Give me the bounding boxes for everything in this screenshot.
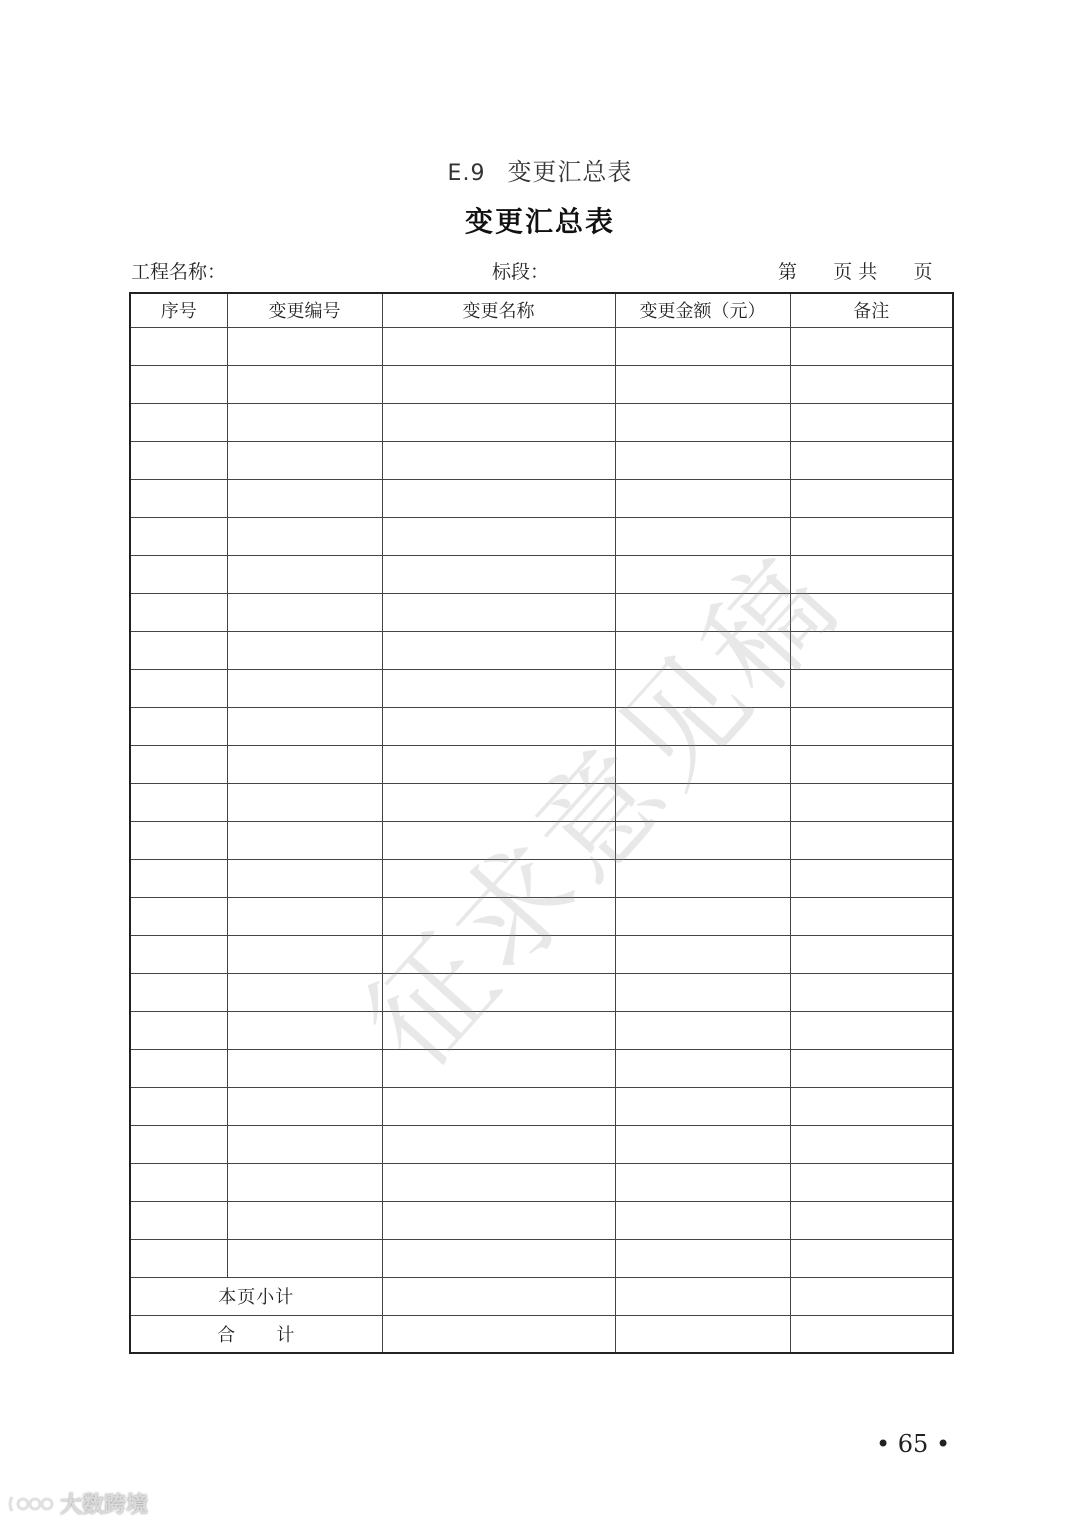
cell-change-amount[interactable] bbox=[615, 1049, 790, 1087]
cell-change-name[interactable] bbox=[382, 517, 615, 555]
cell-index[interactable] bbox=[130, 517, 227, 555]
cell-change-number[interactable] bbox=[227, 973, 382, 1011]
cell-remarks[interactable] bbox=[790, 707, 953, 745]
cell-remarks[interactable] bbox=[790, 517, 953, 555]
table-row bbox=[130, 745, 953, 783]
cell-change-number[interactable] bbox=[227, 897, 382, 935]
cell-change-amount[interactable] bbox=[615, 1011, 790, 1049]
cell-remarks[interactable] bbox=[790, 859, 953, 897]
cell-change-name[interactable] bbox=[382, 1163, 615, 1201]
cell-change-number[interactable] bbox=[227, 555, 382, 593]
total-amount-cell[interactable] bbox=[615, 1315, 790, 1353]
table-row bbox=[130, 517, 953, 555]
cell-index[interactable] bbox=[130, 327, 227, 365]
cell-change-name[interactable] bbox=[382, 1049, 615, 1087]
section-heading bbox=[0, 152, 1080, 187]
table-header-row bbox=[130, 293, 953, 327]
cell-remarks[interactable] bbox=[790, 365, 953, 403]
cell-change-amount[interactable] bbox=[615, 365, 790, 403]
cell-change-number[interactable] bbox=[227, 479, 382, 517]
section-title: 变更汇总表 bbox=[507, 158, 633, 186]
table-row bbox=[130, 1087, 953, 1125]
total-label: 合 计 bbox=[130, 1315, 382, 1353]
page-number: • 65 • bbox=[876, 1430, 951, 1458]
table-row bbox=[130, 707, 953, 745]
cell-change-name[interactable] bbox=[382, 327, 615, 365]
table-row bbox=[130, 973, 953, 1011]
cell-change-name[interactable] bbox=[382, 1239, 615, 1277]
change-summary-table bbox=[129, 292, 954, 1354]
total-remarks-cell[interactable] bbox=[790, 1315, 953, 1353]
cell-change-name[interactable] bbox=[382, 1125, 615, 1163]
table-row bbox=[130, 327, 953, 365]
cell-remarks[interactable] bbox=[790, 1087, 953, 1125]
cell-remarks[interactable] bbox=[790, 1201, 953, 1239]
subtotal-amount-cell[interactable] bbox=[615, 1277, 790, 1315]
cell-index[interactable] bbox=[130, 935, 227, 973]
cell-change-number[interactable] bbox=[227, 859, 382, 897]
cell-change-number[interactable] bbox=[227, 935, 382, 973]
table-row bbox=[130, 441, 953, 479]
cell-change-amount[interactable] bbox=[615, 669, 790, 707]
subtotal-row bbox=[130, 1277, 953, 1315]
table-row bbox=[130, 935, 953, 973]
section-number: E.9 bbox=[447, 161, 486, 186]
cell-change-number[interactable] bbox=[227, 1239, 382, 1277]
table-row bbox=[130, 555, 953, 593]
cell-index[interactable] bbox=[130, 1049, 227, 1087]
cell-remarks[interactable] bbox=[790, 327, 953, 365]
brand-name: 大数跨境 bbox=[60, 1493, 149, 1518]
cell-change-number[interactable] bbox=[227, 365, 382, 403]
cell-change-name[interactable] bbox=[382, 821, 615, 859]
cell-change-name[interactable] bbox=[382, 555, 615, 593]
cell-change-amount[interactable] bbox=[615, 327, 790, 365]
cell-change-amount[interactable] bbox=[615, 783, 790, 821]
column-header-index: 序号 bbox=[130, 293, 227, 327]
cell-index[interactable] bbox=[130, 555, 227, 593]
cell-change-number[interactable] bbox=[227, 745, 382, 783]
cell-change-amount[interactable] bbox=[615, 897, 790, 935]
cell-index[interactable] bbox=[130, 403, 227, 441]
cell-index[interactable] bbox=[130, 1125, 227, 1163]
cell-change-name[interactable] bbox=[382, 897, 615, 935]
table-body bbox=[130, 327, 953, 1277]
section-label: 标段： bbox=[492, 261, 550, 283]
cell-index[interactable] bbox=[130, 441, 227, 479]
cell-change-amount[interactable] bbox=[615, 631, 790, 669]
table-row bbox=[130, 403, 953, 441]
brand-logo bbox=[8, 1488, 148, 1519]
table-row bbox=[130, 1201, 953, 1239]
cell-remarks[interactable] bbox=[790, 1163, 953, 1201]
cell-index[interactable] bbox=[130, 859, 227, 897]
cell-change-name[interactable] bbox=[382, 631, 615, 669]
cell-index[interactable] bbox=[130, 1011, 227, 1049]
cell-change-name[interactable] bbox=[382, 1011, 615, 1049]
cell-index[interactable] bbox=[130, 631, 227, 669]
cell-change-number[interactable] bbox=[227, 1125, 382, 1163]
cell-change-number[interactable] bbox=[227, 1163, 382, 1201]
page-count-label: 第 页 共 页 bbox=[778, 261, 933, 283]
table-row bbox=[130, 479, 953, 517]
cell-remarks[interactable] bbox=[790, 897, 953, 935]
table-row bbox=[130, 669, 953, 707]
table-row bbox=[130, 783, 953, 821]
subtotal-label: 本页小计 bbox=[130, 1277, 382, 1315]
cell-index[interactable] bbox=[130, 783, 227, 821]
cell-change-number[interactable] bbox=[227, 821, 382, 859]
table-row bbox=[130, 897, 953, 935]
cell-change-name[interactable] bbox=[382, 1087, 615, 1125]
cell-remarks[interactable] bbox=[790, 479, 953, 517]
cell-change-name[interactable] bbox=[382, 859, 615, 897]
cell-change-name[interactable] bbox=[382, 935, 615, 973]
cell-remarks[interactable] bbox=[790, 631, 953, 669]
cell-change-name[interactable] bbox=[382, 365, 615, 403]
cell-remarks[interactable] bbox=[790, 783, 953, 821]
table-row bbox=[130, 365, 953, 403]
cell-change-amount[interactable] bbox=[615, 1163, 790, 1201]
column-header-change-name: 变更名称 bbox=[382, 293, 615, 327]
cell-change-amount[interactable] bbox=[615, 1125, 790, 1163]
table-row bbox=[130, 593, 953, 631]
cell-change-amount[interactable] bbox=[615, 821, 790, 859]
table-row bbox=[130, 821, 953, 859]
document-title: 变更汇总表 bbox=[464, 205, 615, 238]
cell-index[interactable] bbox=[130, 897, 227, 935]
cell-index[interactable] bbox=[130, 1239, 227, 1277]
cell-change-amount[interactable] bbox=[615, 935, 790, 973]
cell-remarks[interactable] bbox=[790, 555, 953, 593]
cell-remarks[interactable] bbox=[790, 935, 953, 973]
cell-remarks[interactable] bbox=[790, 1011, 953, 1049]
cell-change-name[interactable] bbox=[382, 973, 615, 1011]
table-row bbox=[130, 1239, 953, 1277]
column-header-change-amount: 变更金额（元） bbox=[615, 293, 790, 327]
cell-change-amount[interactable] bbox=[615, 479, 790, 517]
cell-remarks[interactable] bbox=[790, 593, 953, 631]
cell-index[interactable] bbox=[130, 1087, 227, 1125]
table-row bbox=[130, 1049, 953, 1087]
subtotal-change-name-cell[interactable] bbox=[382, 1277, 615, 1315]
cell-remarks[interactable] bbox=[790, 1125, 953, 1163]
cell-change-number[interactable] bbox=[227, 403, 382, 441]
cell-change-number[interactable] bbox=[227, 1087, 382, 1125]
cell-change-amount[interactable] bbox=[615, 859, 790, 897]
total-change-name-cell[interactable] bbox=[382, 1315, 615, 1353]
cell-change-amount[interactable] bbox=[615, 403, 790, 441]
column-header-change-number: 变更编号 bbox=[227, 293, 382, 327]
cell-index[interactable] bbox=[130, 669, 227, 707]
cell-change-name[interactable] bbox=[382, 479, 615, 517]
cell-change-number[interactable] bbox=[227, 1011, 382, 1049]
cell-change-amount[interactable] bbox=[615, 973, 790, 1011]
cell-change-amount[interactable] bbox=[615, 707, 790, 745]
total-row bbox=[130, 1315, 953, 1353]
cell-remarks[interactable] bbox=[790, 403, 953, 441]
cell-remarks[interactable] bbox=[790, 669, 953, 707]
cell-change-amount[interactable] bbox=[615, 1201, 790, 1239]
subtotal-remarks-cell[interactable] bbox=[790, 1277, 953, 1315]
cell-change-amount[interactable] bbox=[615, 441, 790, 479]
cell-change-name[interactable] bbox=[382, 1201, 615, 1239]
cell-remarks[interactable] bbox=[790, 441, 953, 479]
cell-index[interactable] bbox=[130, 707, 227, 745]
cell-change-name[interactable] bbox=[382, 403, 615, 441]
draft-watermark: 征求意见稿 bbox=[340, 532, 866, 1094]
cell-index[interactable] bbox=[130, 745, 227, 783]
cell-remarks[interactable] bbox=[790, 821, 953, 859]
cell-change-name[interactable] bbox=[382, 593, 615, 631]
cell-change-number[interactable] bbox=[227, 669, 382, 707]
table-row bbox=[130, 1163, 953, 1201]
cell-remarks[interactable] bbox=[790, 1049, 953, 1087]
cell-index[interactable] bbox=[130, 1201, 227, 1239]
cell-change-amount[interactable] bbox=[615, 1087, 790, 1125]
cell-change-number[interactable] bbox=[227, 327, 382, 365]
cell-change-number[interactable] bbox=[227, 1201, 382, 1239]
cell-change-name[interactable] bbox=[382, 745, 615, 783]
cell-remarks[interactable] bbox=[790, 745, 953, 783]
cell-index[interactable] bbox=[130, 1163, 227, 1201]
cell-index[interactable] bbox=[130, 973, 227, 1011]
cell-index[interactable] bbox=[130, 593, 227, 631]
cell-change-number[interactable] bbox=[227, 707, 382, 745]
project-name-label: 工程名称： bbox=[131, 261, 227, 283]
cell-change-number[interactable] bbox=[227, 783, 382, 821]
cell-change-number[interactable] bbox=[227, 441, 382, 479]
cell-change-amount[interactable] bbox=[615, 517, 790, 555]
cell-change-name[interactable] bbox=[382, 441, 615, 479]
brand-mark-icon bbox=[8, 1493, 54, 1515]
cell-index[interactable] bbox=[130, 479, 227, 517]
cell-change-number[interactable] bbox=[227, 631, 382, 669]
cell-change-amount[interactable] bbox=[615, 555, 790, 593]
cell-index[interactable] bbox=[130, 365, 227, 403]
column-header-remarks: 备注 bbox=[790, 293, 953, 327]
cell-change-amount[interactable] bbox=[615, 593, 790, 631]
table-row bbox=[130, 1125, 953, 1163]
cell-change-amount[interactable] bbox=[615, 745, 790, 783]
cell-change-name[interactable] bbox=[382, 707, 615, 745]
cell-change-amount[interactable] bbox=[615, 1239, 790, 1277]
table-row bbox=[130, 1011, 953, 1049]
table-row bbox=[130, 631, 953, 669]
cell-change-name[interactable] bbox=[382, 783, 615, 821]
cell-change-number[interactable] bbox=[227, 593, 382, 631]
cell-change-number[interactable] bbox=[227, 1049, 382, 1087]
cell-remarks[interactable] bbox=[790, 1239, 953, 1277]
cell-remarks[interactable] bbox=[790, 973, 953, 1011]
table-row bbox=[130, 859, 953, 897]
cell-change-number[interactable] bbox=[227, 517, 382, 555]
cell-change-name[interactable] bbox=[382, 669, 615, 707]
cell-index[interactable] bbox=[130, 821, 227, 859]
